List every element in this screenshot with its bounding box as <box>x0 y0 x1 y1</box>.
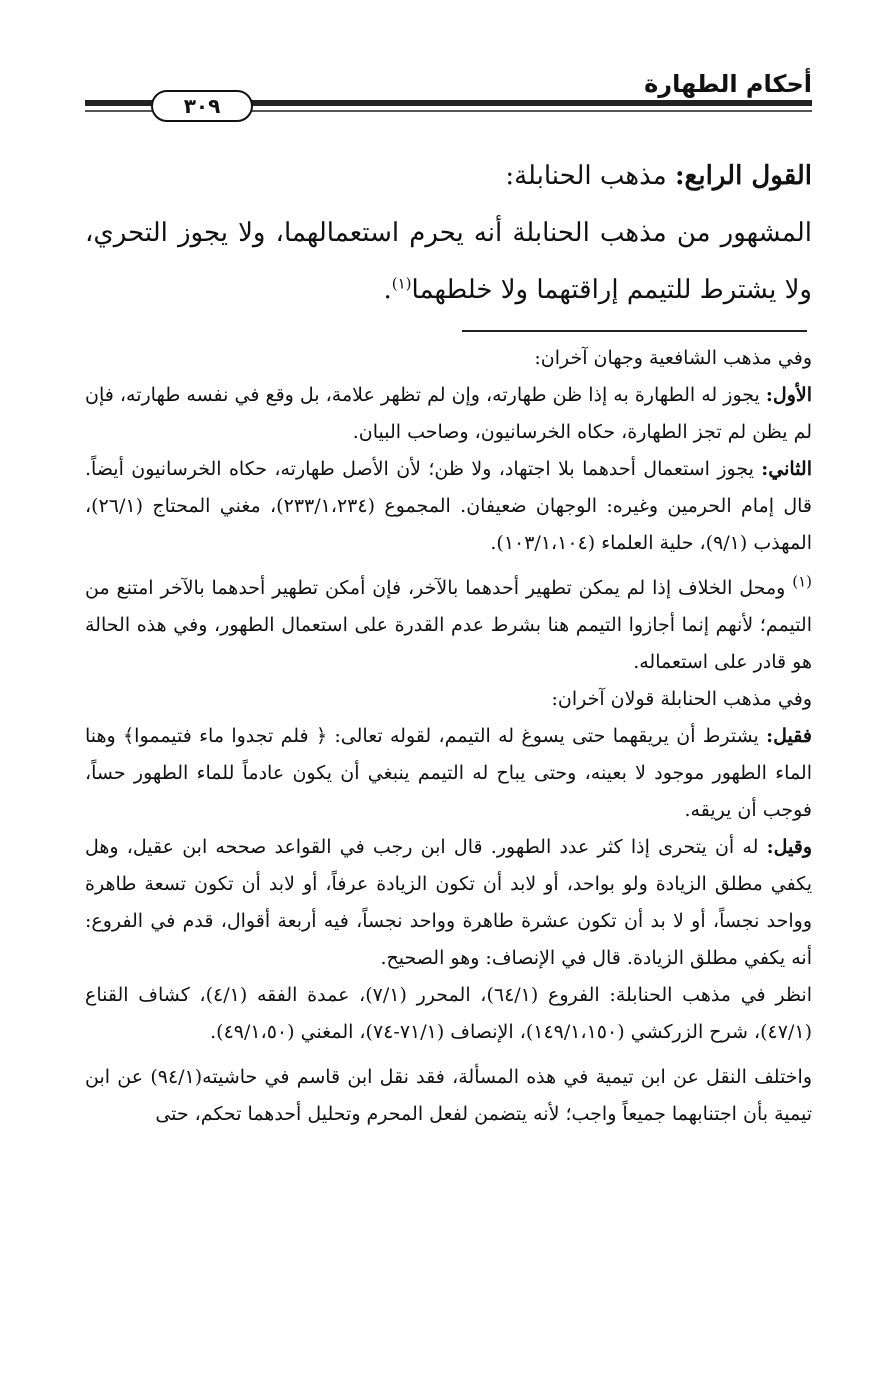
main-paragraph-text: المشهور من مذهب الحنابلة أنه يحرم استعمالهما، ولا يجوز التحري، ولا يشترط للتيمم إراقتهما ولا خلطهما <box>85 218 812 305</box>
note-hanbali-intro: وفي مذهب الحنابلة قولان آخران: <box>551 688 812 710</box>
footnote-1-text: ومحل الخلاف إذا لم يمكن تطهير أحدهما بالآخر، فإن أمكن تطهير أحدهما بالآخر امتنع من التيمم؛ لأنهم إنما أجازوا التيمم هنا بشرط عدم القدرة على استعمال الطهور، وفي هذه الحالة هو قادر على استعماله. <box>85 577 812 673</box>
page-number: ٣٠٩ <box>151 90 253 122</box>
footnotes <box>85 340 812 1133</box>
note-hanbali-references: انظر في مذهب الحنابلة: الفروع (٦٤/١)، المحرر (٧/١)، عمدة الفقه (٤/١)، كشاف القناع (٤٧/١)، شرح الزركشي (١٤٩/١،١٥٠)، الإنصاف (٧١/١-٧٤)، المغني (٤٩/١،٥٠). <box>85 984 812 1043</box>
footnote-separator <box>462 330 807 332</box>
footnote-1 <box>85 570 812 681</box>
note-q1-text: يشترط أن يريقهما حتى يسوغ له التيمم، لقوله تعالى: ﴿ فلم تجدوا ماء فتيمموا﴾ وهنا الماء الطهور موجود لا بعينه، وحتى يباح له التيمم ينبغي أن يكون عادماً للماء الطهور حساً، فوجب أن يريقه. <box>85 725 812 821</box>
note-second-opinion <box>85 829 812 977</box>
footnote-1-marker: (١) <box>792 572 812 591</box>
running-head: أحكام الطهارة <box>644 70 812 98</box>
note-second-label: الثاني: <box>761 458 812 480</box>
main-paragraph <box>85 205 812 319</box>
main-text <box>85 148 812 319</box>
note-second-view <box>85 451 812 562</box>
note-second-text: يجوز استعمال أحدهما بلا اجتهاد، ولا ظن؛ لأن الأصل طهارته، حكاه الخرسانيون أيضاً. قال إمام الحرمين وغيره: الوجهان ضعيفان. المجموع (٢٣٣/١،٢٣٤)، مغني المحتاج (٢٦/١)، المهذب (٩/١)، حلية العلماء (١٠٣/١،١٠٤). <box>85 458 813 554</box>
note-first-text: يجوز له الطهارة به إذا ظن طهارته، وإن لم تظهر علامة، بل وقع في نفسه طهارته، فإن لم يظن لم تجز الطهارة، حكاه الخرسانيون، وصاحب البيان. <box>85 384 812 443</box>
note-q2-text: له أن يتحرى إذا كثر عدد الطهور. قال ابن رجب في القواعد صححه ابن عقيل، وهل يكفي مطلق الزيادة ولو بواحد، أو لابد أن تكون الزيادة عرفاً، أو لابد أن تكون تسعة طاهرة وواحد نجساً، أو لا بد أن تكون عشرة طاهرة وواحد نجساً، فيه أربعة أقوال، قدم في الفروع: أنه يكفي مطلق الزيادة. قال في الإنصاف: وهو الصحيح. <box>85 836 812 969</box>
note-first-label: الأول: <box>765 384 812 406</box>
note-q2-label: وقيل: <box>766 836 812 858</box>
section-heading-label: القول الرابع: <box>674 161 812 191</box>
footnote-reference[interactable]: (١) <box>391 274 412 293</box>
note-first-opinion <box>85 718 812 829</box>
note-q1-label: فقيل: <box>766 725 812 747</box>
section-heading <box>85 148 812 205</box>
note-shafii-intro: وفي مذهب الشافعية وجهان آخران: <box>534 347 812 369</box>
note-ibn-taymiyya: واختلف النقل عن ابن تيمية في هذه المسألة، فقد نقل ابن قاسم في حاشيته(٩٤/١) عن ابن تيمية بأن اجتنابهما جميعاً واجب؛ لأنه يتضمن لفعل المحرم وتحليل أحدهما تحكم، حتى <box>85 1066 812 1125</box>
note-first-view <box>85 377 812 451</box>
page-header <box>85 58 812 128</box>
main-paragraph-end: . <box>383 275 392 305</box>
section-heading-title: مذهب الحنابلة: <box>505 161 675 191</box>
